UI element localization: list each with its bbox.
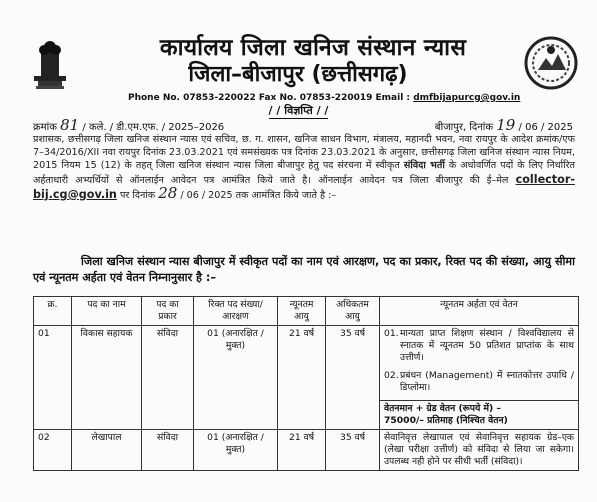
email-label: Email : (375, 93, 411, 103)
cell-max-age: 35 वर्ष (326, 430, 380, 471)
ref-prefix: क्रमांक (33, 122, 57, 133)
cell-sn: 02 (34, 430, 72, 471)
district-logo (524, 36, 578, 90)
office-district: जिला–बीजापुर (छत्तीसगढ़) (188, 62, 408, 87)
cell-sn: 01 (34, 326, 72, 430)
posts-intro-paragraph: जिला खनिज संस्थान न्यास बीजापुर में स्वीकृत पदों का नाम एवं आरक्षण, पद का प्रकार, रिक्त पद की संख्या, आयु सीमा एवं न्यूनतम अर्हता एवं वेतन निम्नानुसार है :– (33, 255, 575, 284)
header-post-name: पद का नाम (72, 297, 142, 326)
cell-vacancy: 01 (अनारक्षित / मुक्त) (194, 430, 278, 471)
table-row (34, 430, 579, 471)
cell-qualification: सेवानिवृत्त लेखापाल एवं सेवानिवृत्त सहायक ग्रेड–एक (लेखा परीक्षा उत्तीर्ण) को संविदा से लिया जा सकेगा। उपलब्ध नही होने पर सीधी भर्ती (संविदा)। (380, 430, 579, 471)
header-vacancy: रिक्त पद संख्या/आरक्षण (194, 297, 278, 326)
notice-heading: / / विज्ञप्ति / / (268, 104, 329, 117)
deadline-day-handwritten: 28 (158, 183, 178, 202)
contact-line (128, 92, 568, 104)
phone-number: Phone No. 07853-220022 (128, 93, 256, 103)
cell-min-age: 21 वर्ष (278, 430, 326, 471)
cell-qualification (380, 326, 579, 430)
qualification-item: 02. प्रबंधन (Management) में स्नातकोत्तर उपाधि / डिप्लोमा। (384, 370, 574, 393)
fax-number: Fax No. 07853-220019 (258, 93, 373, 103)
table-header-row (34, 297, 579, 326)
date-day-handwritten: 19 (496, 116, 516, 134)
contact-email-link[interactable]: dmfbijapurcg@gov.in (413, 93, 521, 103)
header-qualification: न्यूनतम अर्हता एवं वेतन (380, 297, 579, 326)
reference-line (33, 118, 573, 132)
cell-post-type: संविदा (142, 430, 194, 471)
cell-post-type: संविदा (142, 326, 194, 430)
application-email-link[interactable]: collector-bij.cg@gov.in (33, 172, 575, 201)
notice-body-paragraph: प्रशासक, छत्तीसगढ़ जिला खनिज संस्थान न्यास एवं सचिव, छ. ग. शासन, खनिज साधन विभाग, मंत्रालय, महानदी भवन, नवा रायपुर के आदेश क्रमांक/एफ 7–34/2016/XII नवा रायपुर दिनांक 23.03.2021 एवं समसंख्यक पत्र दिनांक 23.03.2021 के अनुसार, छत्तीसगढ़ जिला खनिज संस्थान न्यास नियम, 2015 नियम 15 (12) के तहत् जिला खनिज संस्थान न्यास जिला बीजापुर हेतु पद संरचना में स्वीकृत संविदा भर्ती के अधोवर्णित पदों के लिए निर्धारित अर्हताधारी अभ्यर्थियों से ऑनलाईन आवेदन पत्र आमंत्रित किये जाते है। ऑनलाईन आवेदन पत्र जिला बीजापुर की ई–मेल collector-bij.cg@gov.in पर दिनांक 28 / 06 / 2025 तक आमंत्रित किये जाते है :– (33, 134, 576, 202)
posts-table (33, 296, 579, 471)
office-title: कार्यालय जिला खनिज संस्थान न्यास (159, 35, 467, 61)
qualification-item: 01. मान्यता प्राप्त शिक्षण संस्थान / विश्वविद्यालय से स्नातक में न्यूनतम 50 प्रतिशत प्राप्तांक के साथ उत्तीर्ण। (384, 328, 574, 363)
cell-post-name: लेखापाल (72, 430, 142, 471)
header-max-age: अधिकतम आयु (326, 297, 380, 326)
ref-rest: / कले. / डी.एम.एफ. / 2025–2026 (82, 122, 225, 133)
cell-min-age: 21 वर्ष (278, 326, 326, 430)
ref-number-handwritten: 81 (60, 116, 80, 134)
cell-vacancy: 01 (अनारक्षित / मुक्त) (194, 326, 278, 430)
header-post-type: पद का प्रकार (142, 297, 194, 326)
place-date: बीजापुर, दिनांक 19 / 06 / 2025 (434, 116, 573, 134)
cell-post-name: विकास सहायक (72, 326, 142, 430)
cell-max-age: 35 वर्ष (326, 326, 380, 430)
header-min-age: न्यूनतम आयु (278, 297, 326, 326)
header-sn: क्र. (34, 297, 72, 326)
state-emblem-logo (28, 38, 72, 92)
table-row (34, 326, 579, 430)
salary-info: वेतनमान + ग्रेड वेतन (रूपये में) – 75000/– प्रतिमाह (निश्चित वेतन) (380, 400, 578, 427)
